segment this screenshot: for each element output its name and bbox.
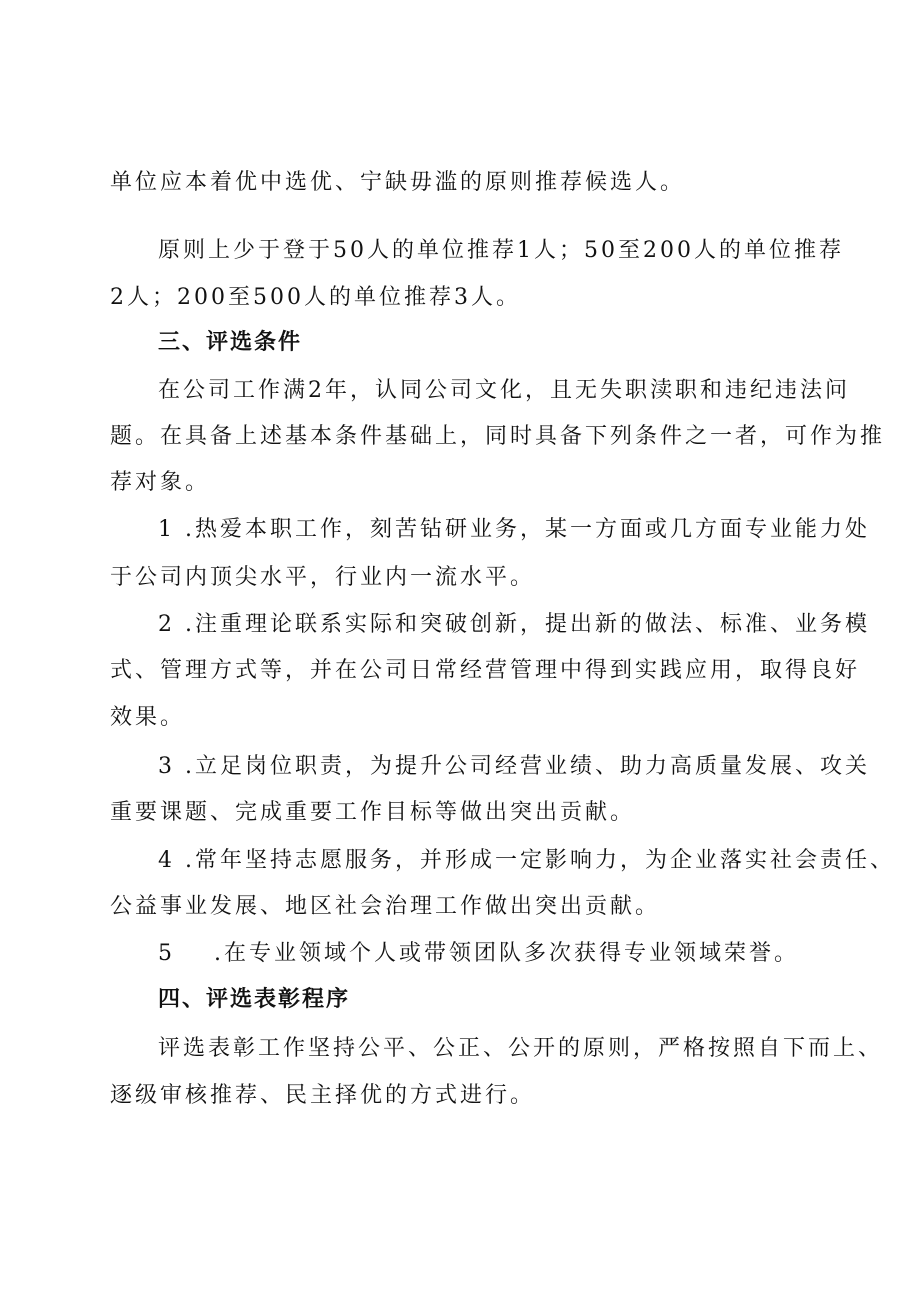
paragraph-conditions-line-2: 题。在具备上述基本条件基础上，同时具备下列条件之一者，可作为推: [110, 424, 886, 449]
paragraph-conditions-line-3: 荐对象。: [110, 470, 211, 495]
paragraph-conditions-line-1: 在公司工作满2年，认同公司文化，且无失职渎职和违纪违法问: [158, 378, 850, 403]
list-item-2-line-2: 式、管理方式等，并在公司日常经营管理中得到实践应用，取得良好: [110, 658, 861, 683]
list-item-3-line-2: 重要课题、完成重要工作目标等做出突出贡献。: [110, 800, 636, 825]
list-item-1-line-1: 1 .热爱本职工作，刻苦钻研业务，某一方面或几方面专业能力处: [158, 517, 870, 542]
list-item-4-line-2: 公益事业发展、地区社会治理工作做出突出贡献。: [110, 894, 661, 919]
list-item-4-line-1: 4 .常年坚持志愿服务，并形成一定影响力，为企业落实社会责任、: [158, 848, 895, 873]
list-item-5-number: 5: [158, 941, 172, 966]
paragraph-quota-line-2: 2人；200至500人的单位推荐3人。: [110, 285, 521, 310]
list-item-5-text: .在专业领域个人或带领团队多次获得专业领域荣誉。: [214, 941, 799, 966]
list-item-2-line-1: 2 .注重理论联系实际和突破创新，提出新的做法、标准、业务模: [158, 612, 870, 637]
section-heading-4: 四、评选表彰程序: [158, 987, 351, 1012]
list-item-5: [158, 939, 799, 969]
list-item-2-line-3: 效果。: [110, 705, 186, 730]
paragraph-intro-continuation: 单位应本着优中选优、宁缺毋滥的原则推荐候选人。: [110, 170, 686, 195]
paragraph-procedure-line-1: 评选表彰工作坚持公平、公正、公开的原则，严格按照自下而上、: [158, 1036, 884, 1061]
list-item-3-line-1: 3 .立足岗位职责，为提升公司经营业绩、助力高质量发展、攻关: [158, 754, 870, 779]
section-heading-3: 三、评选条件: [158, 330, 303, 355]
paragraph-procedure-line-2: 逐级审核推荐、民主择优的方式进行。: [110, 1083, 536, 1108]
list-item-1-line-2: 于公司内顶尖水平，行业内一流水平。: [110, 565, 536, 590]
paragraph-quota-line-1: 原则上少于登于50人的单位推荐1人；50至200人的单位推荐: [158, 238, 844, 263]
